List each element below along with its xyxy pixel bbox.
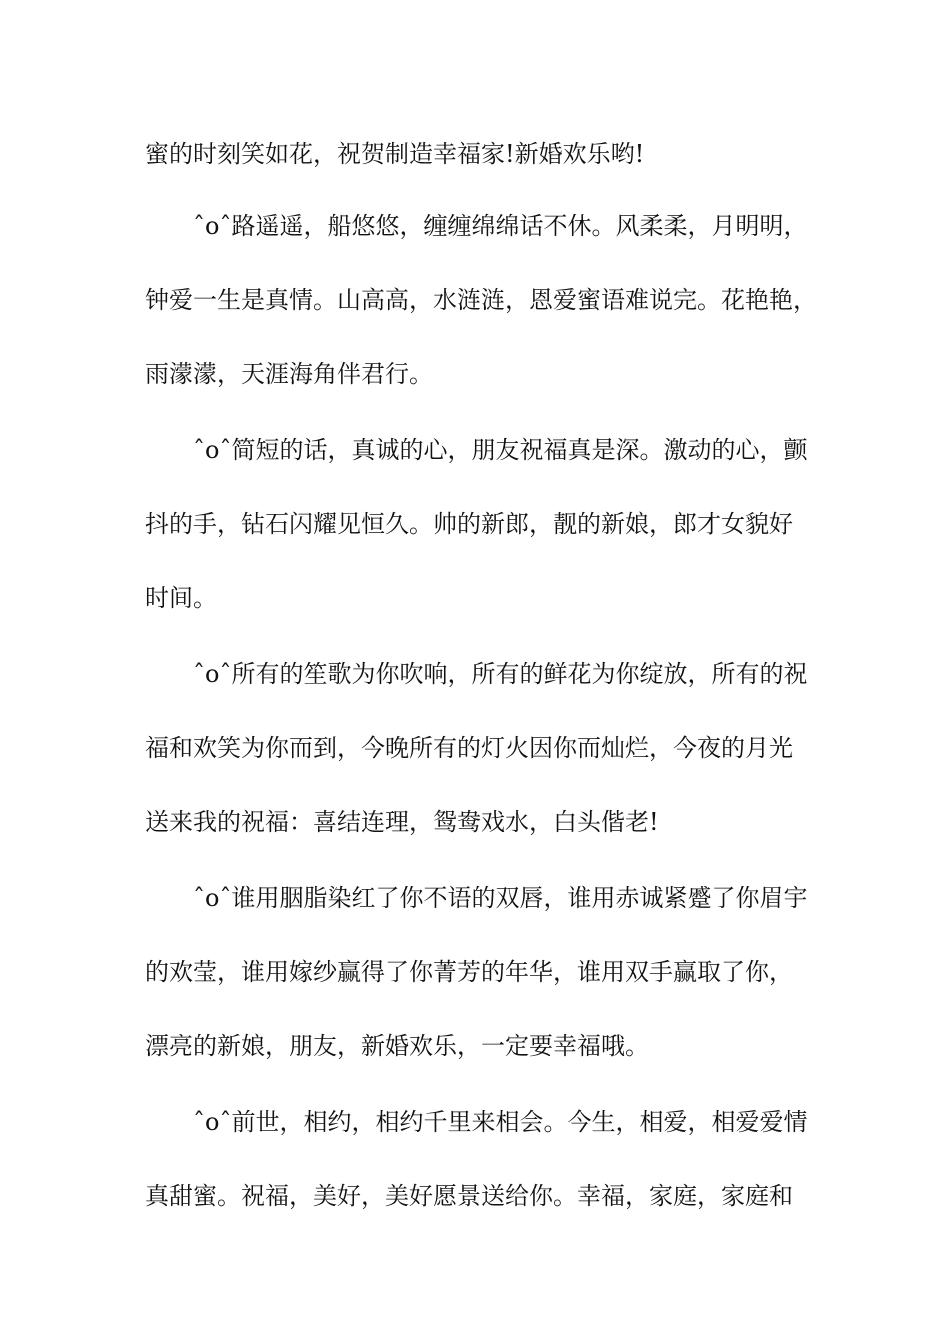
text-line: 真甜蜜。祝福，美好，美好愿景送给你。幸福，家庭，家庭和 [145,1182,793,1210]
paragraph-first-line: ˆoˆ所有的笙歌为你吹响，所有的鲜花为你绽放，所有的祝 [193,660,808,688]
text-line: 福和欢笑为你而到，今晚所有的灯火因你而灿烂，今夜的月光 [145,734,793,762]
paragraph-first-line: ˆoˆ简短的话，真诚的心，朋友祝福真是深。激动的心，颤 [193,436,808,464]
text-line: 雨濛濛，天涯海角伴君行。 [145,360,433,388]
text-line: 时间。 [145,584,217,612]
paragraph-first-line: ˆoˆ前世，相约，相约千里来相会。今生，相爱，相爱爱情 [193,1108,808,1136]
text-line: 蜜的时刻笑如花，祝贺制造幸福家!新婚欢乐哟! [145,140,645,168]
text-line: 漂亮的新娘，朋友，新婚欢乐，一定要幸福哦。 [145,1032,649,1060]
text-line: 钟爱一生是真情。山高高，水涟涟，恩爱蜜语难说完。花艳艳， [145,286,817,314]
text-line: 的欢莹，谁用嫁纱赢得了你菁芳的年华，谁用双手赢取了你， [145,958,793,986]
text-line: 抖的手，钻石闪耀见恒久。帅的新郎，靓的新娘，郎才女貌好 [145,510,793,538]
text-line: 送来我的祝福：喜结连理，鸳鸯戏水，白头偕老! [145,808,659,836]
paragraph-first-line: ˆoˆ路遥遥，船悠悠，缠缠绵绵话不休。风柔柔，月明明， [193,212,808,240]
paragraph-first-line: ˆoˆ谁用胭脂染红了你不语的双唇，谁用赤诚紧蹙了你眉宇 [193,884,808,912]
